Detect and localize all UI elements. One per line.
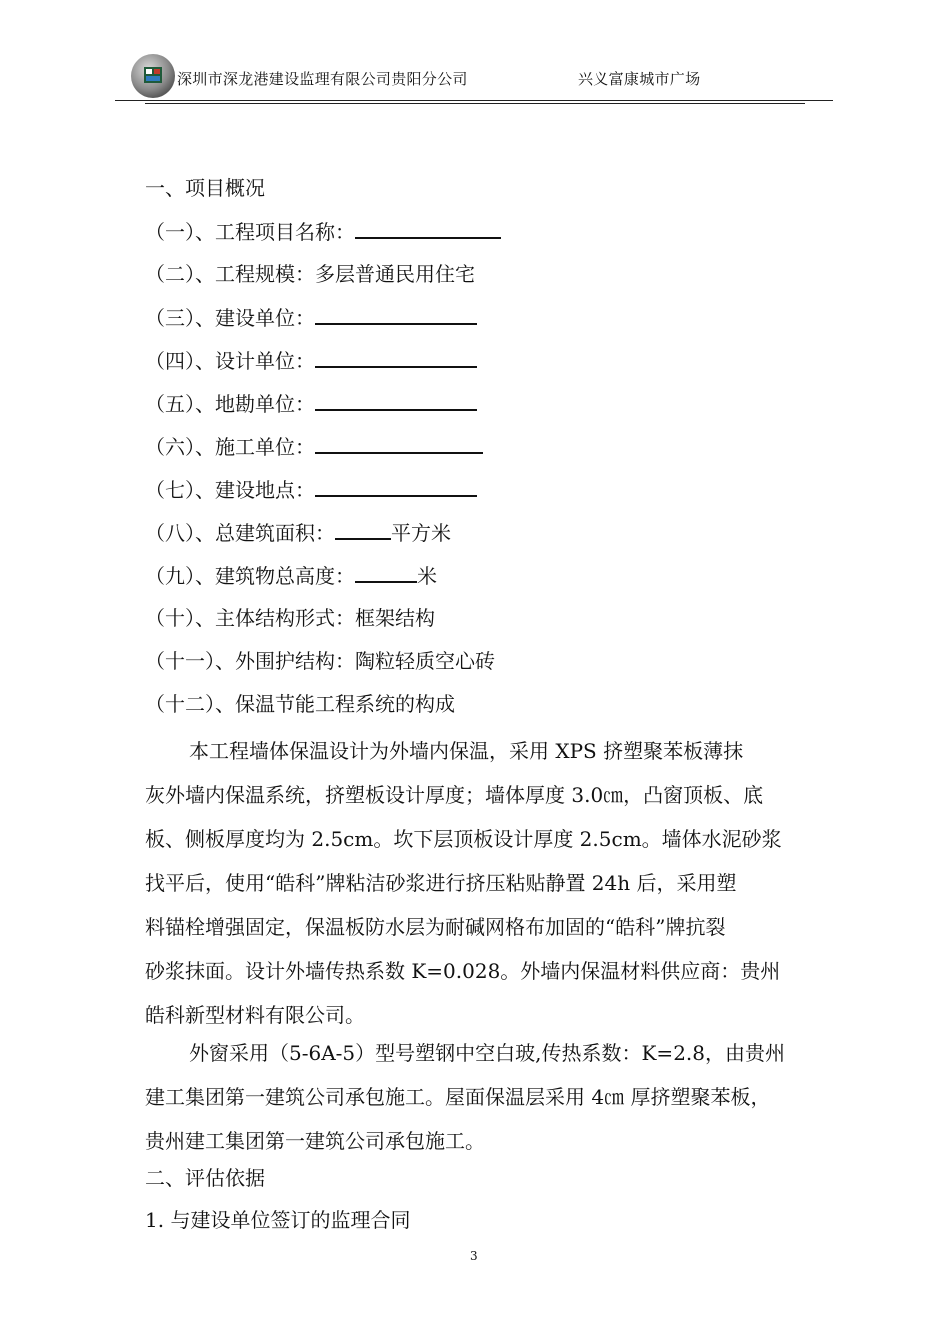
item-insulation-system: （十二）、保温节能工程系统的构成 [145,692,455,716]
paragraph-line: 找平后，使用“皓科”牌粘洁砂浆进行挤压粘贴静置 24h 后，采用塑 [145,871,737,895]
item-label: （五）、地勘单位： [145,392,315,416]
item-owner [145,305,477,330]
page-header [0,0,950,110]
header-company-name: 深圳市深龙港建设监理有限公司贵阳分公司 [177,70,468,88]
blank-location [315,477,477,497]
header-project-name: 兴义富康城市广场 [578,70,701,88]
paragraph-line: 料锚栓增强固定，保温板防水层为耐碱网格布加固的“皓科”牌抗裂 [145,915,726,939]
paragraph-line: 板、侧板厚度均为 2.5cm。坎下层顶板设计厚度 2.5cm。墙体水泥砂浆 [145,827,782,851]
item-label: （一）、工程项目名称： [145,220,355,244]
section-1-title: 一、项目概况 [145,176,265,200]
blank-owner [315,305,477,325]
header-rule-bottom [145,103,805,104]
paragraph-line: 砂浆抹面。设计外墙传热系数 K=0.028。外墙内保温材料供应商：贵州 [145,959,781,983]
item-designer [145,348,477,373]
item-label: （九）、建筑物总高度： [145,564,355,588]
paragraph-line: 皓科新型材料有限公司。 [145,1003,365,1027]
header-rule-top [115,100,833,101]
blank-contractor [315,434,483,454]
item-envelope: （十一）、外围护结构：陶粒轻质空心砖 [145,649,495,673]
item-label: （三）、建设单位： [145,306,315,330]
blank-height [355,563,417,583]
unit-label: 平方米 [391,521,451,545]
company-logo [130,53,176,99]
item-contractor [145,434,483,459]
paragraph-line: 外窗采用（5-6A-5）型号塑钢中空白玻,传热系数：K=2.8，由贵州 [189,1041,785,1065]
paragraph-line: 本工程墙体保温设计为外墙内保温，采用 XPS 挤塑聚苯板薄抹 [189,739,744,763]
section-2-item-1: 1. 与建设单位签订的监理合同 [145,1208,411,1232]
item-total-area [145,520,451,545]
item-label: （六）、施工单位： [145,435,315,459]
item-location [145,477,477,502]
paragraph-line: 灰外墙内保温系统，挤塑板设计厚度；墙体厚度 3.0㎝，凸窗顶板、底 [145,783,764,807]
item-structure: （十）、主体结构形式：框架结构 [145,606,435,630]
page-number: 3 [470,1249,478,1263]
item-project-name [145,219,501,244]
unit-label: 米 [417,564,437,588]
item-label: （七）、建设地点： [145,478,315,502]
section-2-title: 二、评估依据 [145,1166,265,1190]
blank-designer [315,348,477,368]
item-label: （八）、总建筑面积： [145,521,335,545]
paragraph-line: 贵州建工集团第一建筑公司承包施工。 [145,1129,485,1153]
item-scale: （二）、工程规模：多层普通民用住宅 [145,262,475,286]
blank-project-name [355,219,501,239]
item-height [145,563,437,588]
item-label: （四）、设计单位： [145,349,315,373]
item-survey [145,391,477,416]
blank-total-area [335,520,391,540]
blank-survey [315,391,477,411]
paragraph-line: 建工集团第一建筑公司承包施工。屋面保温层采用 4㎝ 厚挤塑聚苯板， [145,1085,771,1109]
